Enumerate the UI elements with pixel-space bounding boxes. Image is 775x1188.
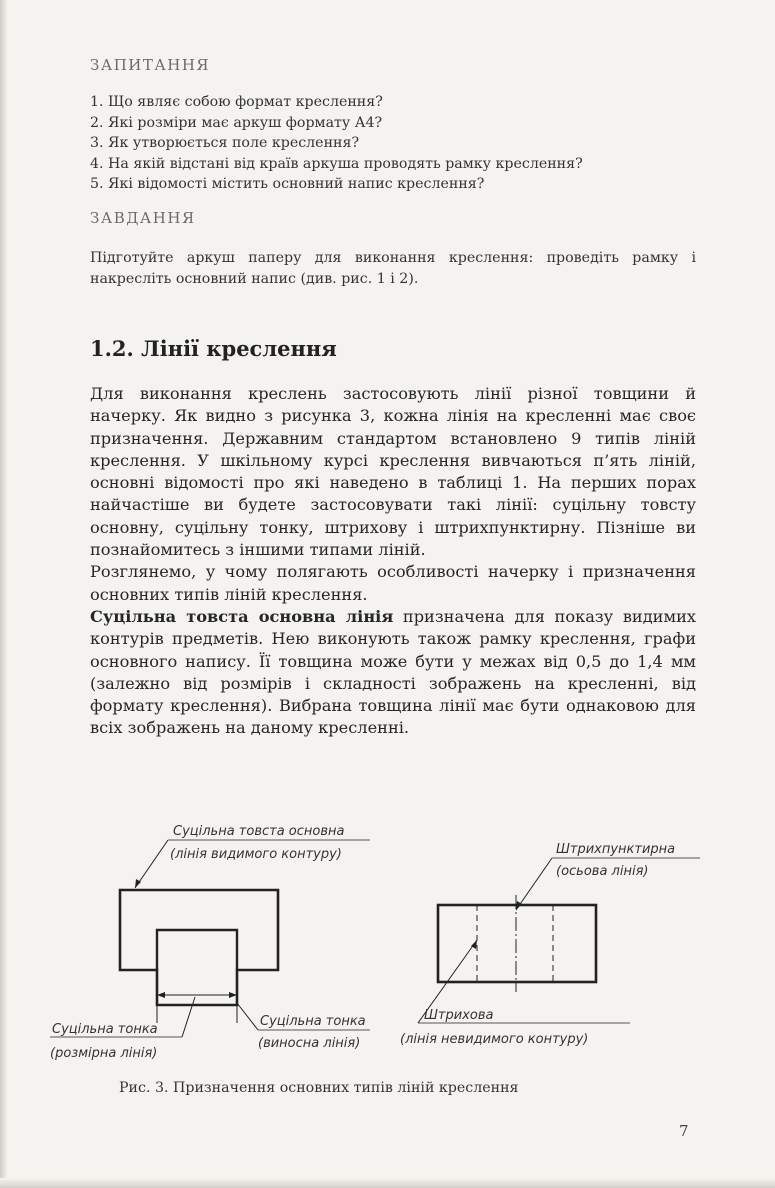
paragraph-3-bold: Суцільна товста основна лінія bbox=[90, 606, 394, 626]
questions-list bbox=[90, 92, 583, 195]
question-item: 5. Які відомості містить основний напис креслення? bbox=[90, 176, 485, 192]
page-bottom-shadow bbox=[0, 1178, 775, 1188]
leader-dimension bbox=[182, 997, 195, 1037]
label-thin-dim-1: Суцільна тонка bbox=[52, 1022, 158, 1037]
leader-thick bbox=[135, 840, 168, 888]
page-number: 7 bbox=[679, 1122, 689, 1140]
paragraph-1: Для виконання креслень застосовують лінії різної товщини й начерку. Як видно з рисунка 3, кожна лінія на кресленні має своє призначення. Державним стандартом встановлено 9 типів ліній креслення. У шкільному курсі креслення вивчаються п’ять ліній, основні відомості про які наведено в таблиці 1. На перших порах найчастіше ви будете застосовувати такі лінії: суцільну товсту основну, суцільну тонку, штрихову і штрихпунктирну. Пізніше ви познайомитесь з іншими типами ліній. bbox=[90, 384, 696, 560]
label-thin-dim-2: (розмірна лінія) bbox=[50, 1046, 158, 1061]
question-item: 3. Як утворюється поле креслення? bbox=[90, 135, 360, 151]
question-item: 4. На якій відстані від країв аркуша проводять рамку креслення? bbox=[90, 155, 583, 172]
label-thin-ext-1: Суцільна тонка bbox=[260, 1014, 366, 1029]
label-thick-2: (лінія видимого контуру) bbox=[170, 847, 342, 862]
paragraph-2: Розглянемо, у чому полягають особливості начерку і призначення основних типів ліній креслення. bbox=[90, 562, 696, 604]
label-dashdot-2: (осьова лінія) bbox=[556, 864, 649, 879]
section-title: 1.2. Лінії креслення bbox=[90, 336, 337, 361]
figure-caption: Рис. 3. Призначення основних типів ліній креслення bbox=[119, 1080, 519, 1096]
question-item: 1. Що являє собою формат креслення? bbox=[90, 94, 383, 110]
task-text: Підготуйте аркуш паперу для виконання креслення: проведіть рамку і накресліть основний напис (див. рис. 1 і 2). bbox=[90, 250, 696, 287]
label-thin-ext-2: (виносна лінія) bbox=[258, 1036, 361, 1051]
leader-extension bbox=[237, 1003, 258, 1030]
label-dashed-2: (лінія невидимого контуру) bbox=[400, 1032, 589, 1047]
right-rectangle bbox=[438, 905, 596, 982]
label-thick-1: Суцільна товста основна bbox=[173, 824, 345, 839]
page-left-shadow bbox=[0, 0, 8, 1188]
section-body bbox=[90, 383, 696, 740]
line-types-figure bbox=[40, 815, 740, 1075]
label-dashed-1: Штрихова bbox=[424, 1008, 494, 1023]
questions-heading: ЗАПИТАННЯ bbox=[90, 56, 211, 74]
thick-outline bbox=[120, 890, 278, 1005]
leader-axis bbox=[516, 858, 552, 910]
paragraph-3-rest: призначена для показу видимих контурів предметів. Нею виконують також рамку креслення, графи основного напису. Її товщина може бути у межах від 0,5 до 1,4 мм (залежно від розмірів і складності зображень на кресленні, від формату креслення). Вибрана товщина лінії має бути однаковою для всіх зображень на даному кресленні. bbox=[90, 606, 696, 738]
label-dashdot-1: Штрихпунктирна bbox=[556, 842, 676, 857]
task-heading: ЗАВДАННЯ bbox=[90, 209, 196, 227]
question-item: 2. Які розміри має аркуш формату А4? bbox=[90, 114, 383, 131]
inner-outline bbox=[157, 930, 237, 970]
paragraph-3 bbox=[90, 606, 696, 740]
